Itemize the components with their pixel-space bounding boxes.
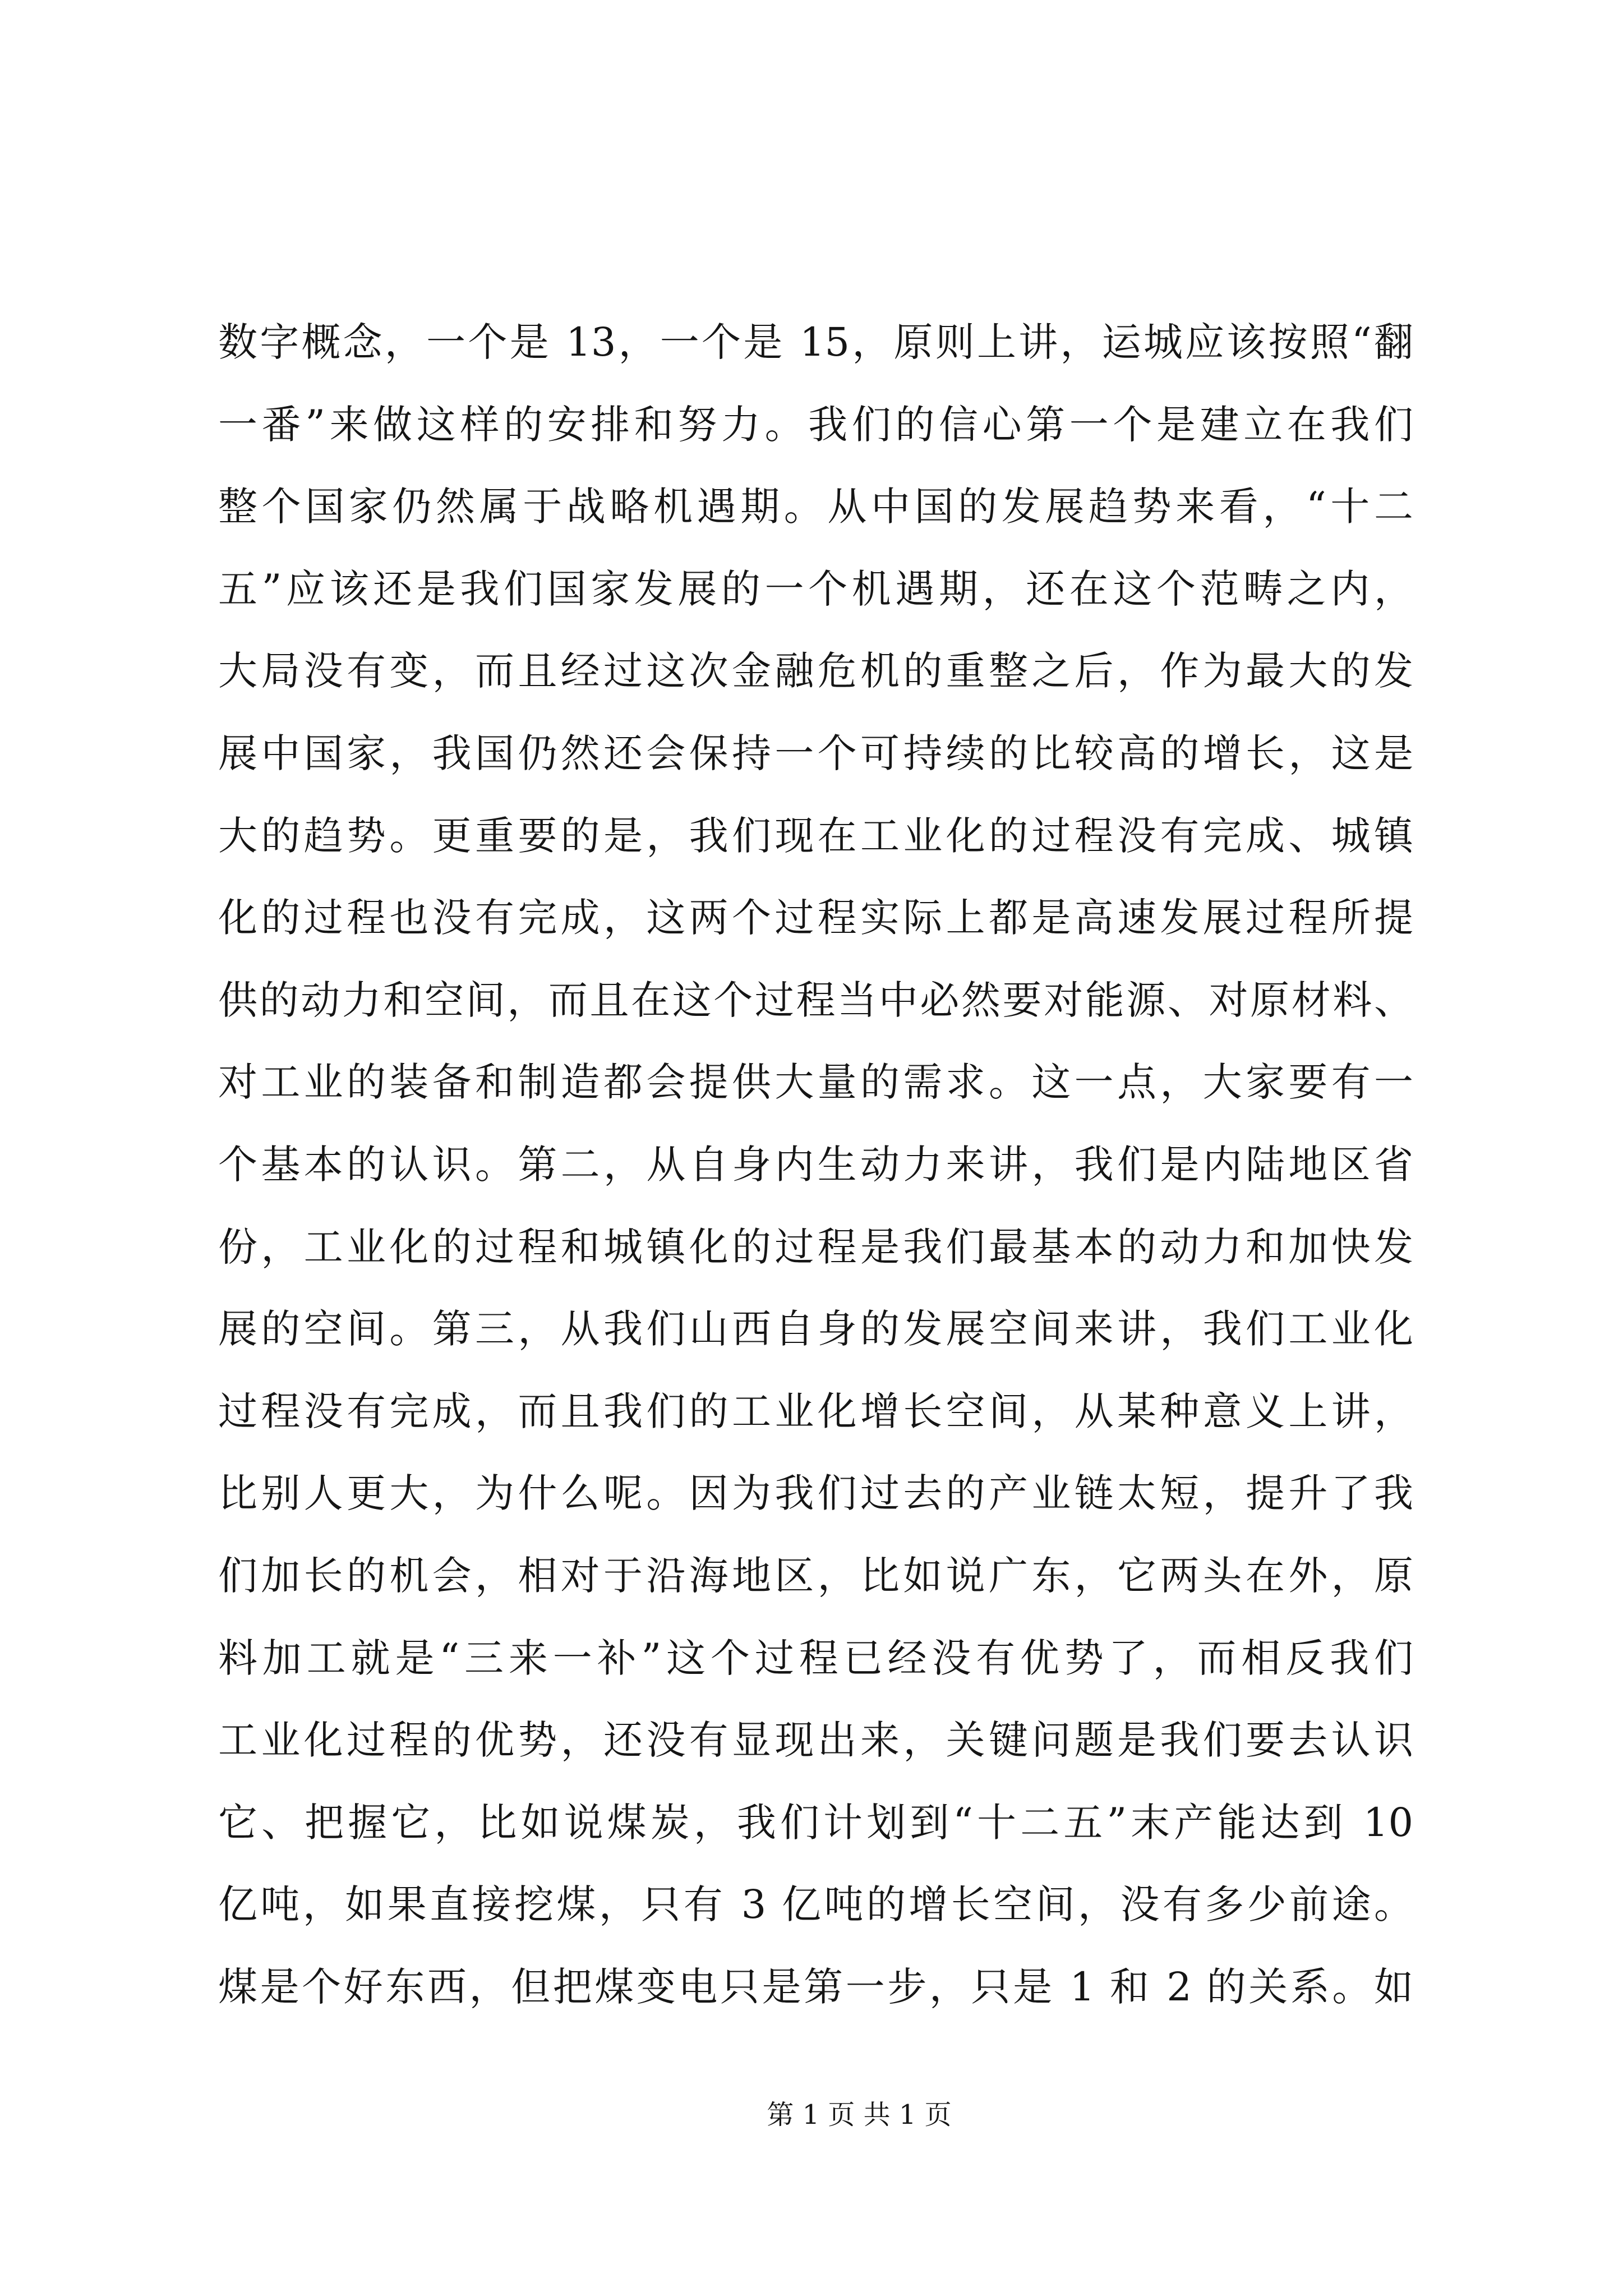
text-line: 大局没有变，而且经过这次金融危机的重整之后，作为最大的发 (218, 648, 1413, 694)
text-line: 们加长的机会，相对于沿海地区，比如说广东，它两头在外，原 (218, 1552, 1413, 1599)
text-line: 展中国家，我国仍然还会保持一个可持续的比较高的增长，这是 (218, 730, 1413, 776)
page-footer: 第 1 页 共 1 页 (767, 2099, 952, 2131)
text-line: 展的空间。第三，从我们山西自身的发展空间来讲，我们工业化 (218, 1306, 1413, 1352)
text-line: 整个国家仍然属于战略机遇期。从中国的发展趋势来看，“十二 (218, 484, 1413, 530)
text-line: 过程没有完成，而且我们的工业化增长空间，从某种意义上讲， (218, 1388, 1413, 1434)
body-text (218, 301, 1413, 2028)
text-line: 比别人更大，为什么呢。因为我们过去的产业链太短，提升了我 (218, 1470, 1413, 1517)
text-line: 一番”来做这样的安排和努力。我们的信心第一个是建立在我们 (218, 401, 1413, 448)
text-line: 数字概念，一个是 13，一个是 15，原则上讲，运城应该按照“翻 (218, 319, 1413, 365)
text-line: 煤是个好东西，但把煤变电只是第一步，只是 1 和 2 的关系。如 (218, 1963, 1413, 2010)
text-line: 个基本的认识。第二，从自身内生动力来讲，我们是内陆地区省 (218, 1141, 1413, 1188)
text-line: 份，工业化的过程和城镇化的过程是我们最基本的动力和加快发 (218, 1223, 1413, 1270)
text-line: 料加工就是“三来一补”这个过程已经没有优势了，而相反我们 (218, 1635, 1413, 1681)
text-line: 五”应该还是我们国家发展的一个机遇期，还在这个范畴之内， (218, 565, 1413, 612)
text-line: 化的过程也没有完成，这两个过程实际上都是高速发展过程所提 (218, 895, 1413, 941)
text-line: 大的趋势。更重要的是，我们现在工业化的过程没有完成、城镇 (218, 812, 1413, 859)
text-line: 对工业的装备和制造都会提供大量的需求。这一点，大家要有一 (218, 1059, 1413, 1106)
text-line: 亿吨，如果直接挖煤，只有 3 亿吨的增长空间，没有多少前途。 (218, 1881, 1413, 1928)
text-line: 工业化过程的优势，还没有显现出来，关键问题是我们要去认识 (218, 1717, 1413, 1764)
text-line: 供的动力和空间，而且在这个过程当中必然要对能源、对原材料、 (218, 977, 1413, 1023)
text-line: 它、把握它，比如说煤炭，我们计划到“十二五”末产能达到 10 (218, 1799, 1413, 1846)
